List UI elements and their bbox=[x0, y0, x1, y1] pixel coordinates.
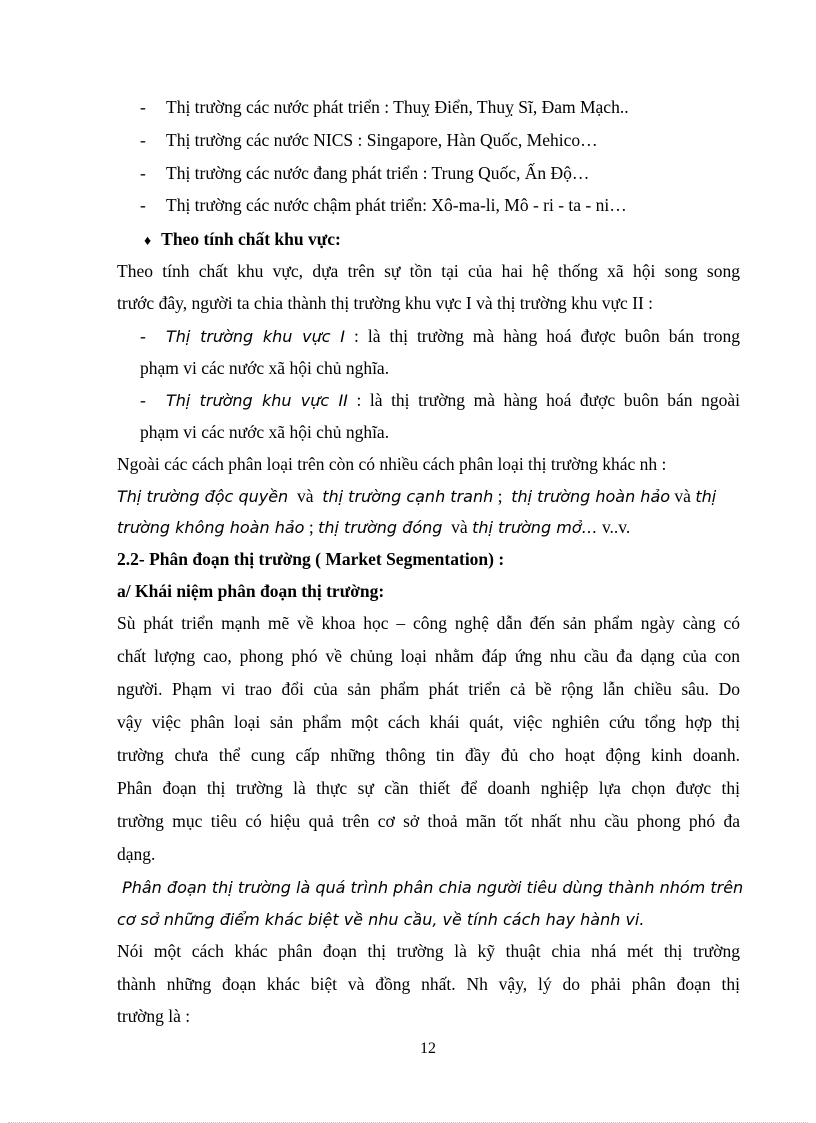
term-region1: Thị trường khu vực I bbox=[166, 327, 345, 346]
paragraph-line: Theo tính chất khu vực, dựa trên sự tồn tại của hai hệ thống xã hội song song bbox=[117, 261, 740, 281]
connector: v..v. bbox=[597, 517, 631, 537]
paragraph-line-mixed bbox=[117, 516, 630, 539]
connector: ; bbox=[304, 517, 319, 537]
bullet-item-region1 bbox=[166, 325, 740, 348]
term: trường không hoàn hảo bbox=[117, 518, 305, 537]
bullet-dash: - bbox=[140, 390, 146, 410]
paragraph-line: dạng. bbox=[117, 844, 156, 864]
connector: ; bbox=[493, 486, 512, 506]
term: thị trường cạnh tranh bbox=[322, 487, 494, 506]
section-heading-2-2: 2.2- Phân đoạn thị trường ( Market Segmentation) : bbox=[117, 549, 505, 569]
heading-text: Theo tính chất khu vực: bbox=[161, 229, 341, 249]
bullet-item-region2 bbox=[166, 389, 740, 412]
definition-line: Phân đoạn thị trường là quá trình phân chia người tiêu dùng thành nhóm trên bbox=[117, 878, 744, 897]
paragraph-line: trường mục tiêu có hiệu quả trên cơ sở thoả mãn tốt nhất nhu cầu phong phó đa bbox=[117, 811, 740, 831]
paragraph-line: Phân đoạn thị trường là thực sự cần thiết để doanh nghiệp lựa chọn được thị bbox=[117, 778, 740, 798]
term: thị trường hoàn hảo bbox=[511, 487, 671, 506]
paragraph-line: chất lượng cao, phong phó về chủng loại nhằm đáp ứng nhu cầu đa dạng của con bbox=[117, 646, 740, 666]
term: thị trường mở… bbox=[472, 518, 598, 537]
region2-text: : là thị trường mà hàng hoá được buôn bán ngoài bbox=[347, 390, 740, 410]
paragraph-line: Nói một cách khác phân đoạn thị trường là kỹ thuật chia nhá mét thị trường bbox=[117, 941, 740, 961]
bullet-dash: - bbox=[140, 326, 146, 346]
bullet-dash: - bbox=[140, 195, 146, 215]
bullet-dash: - bbox=[140, 97, 146, 117]
connector: và bbox=[670, 486, 696, 506]
region1-text: : là thị trường mà hàng hoá được buôn bán trong bbox=[344, 326, 741, 346]
definition-line: cơ sở những điểm khác biệt về nhu cầu, về tính cách hay hành vi. bbox=[117, 910, 645, 929]
term: thị bbox=[695, 487, 717, 506]
bullet-dash: - bbox=[140, 130, 146, 150]
connector: và bbox=[288, 486, 323, 506]
term: thị trường đóng bbox=[318, 518, 443, 537]
paragraph-line: Sù phát triển mạnh mẽ về khoa học – công nghệ dẫn đến sản phẩm ngày càng có bbox=[117, 613, 740, 633]
bullet-item: Thị trường các nước đang phát triển : Trung Quốc, Ấn Độ… bbox=[166, 163, 590, 183]
page-number: 12 bbox=[420, 1040, 436, 1057]
bullet-item: Thị trường các nước NICS : Singapore, Hàn Quốc, Mehico… bbox=[166, 130, 598, 150]
bullet-item: Thị trường các nước phát triển : Thuỵ Điển, Thuỵ Sĩ, Đam Mạch.. bbox=[166, 97, 629, 117]
section-heading-region bbox=[144, 228, 341, 253]
paragraph-line: người. Phạm vi trao đổi của sản phẩm phát triển cả bề rộng lẫn chiều sâu. Do bbox=[117, 679, 740, 699]
bullet-dash: - bbox=[140, 163, 146, 183]
paragraph-line: trường chưa thể cung cấp những thông tin đầy đủ cho hoạt động kinh doanh. bbox=[117, 745, 740, 765]
paragraph-line: trường là : bbox=[117, 1006, 191, 1026]
term-region2: Thị trường khu vực II bbox=[166, 391, 348, 410]
paragraph-line: vậy việc phân loại sản phẩm một cách khái quát, việc nghiên cứu tổng hợp thị bbox=[117, 712, 740, 732]
bullet-item: Thị trường các nước chậm phát triển: Xô-ma-li, Mô - ri - ta - ni… bbox=[166, 195, 627, 215]
paragraph-line: thành những đoạn khác biệt và đồng nhất. Nh vậy, lý do phải phân đoạn thị bbox=[117, 974, 740, 994]
diamond-bullet-icon: ♦ bbox=[144, 234, 152, 249]
bullet-continuation: phạm vi các nước xã hội chủ nghĩa. bbox=[140, 358, 390, 378]
paragraph-line: trước đây, người ta chia thành thị trường khu vực I và thị trường khu vực II : bbox=[117, 293, 654, 313]
subsection-heading-a: a/ Khái niệm phân đoạn thị trường: bbox=[117, 581, 385, 601]
connector: và bbox=[442, 517, 473, 537]
paragraph-line-mixed bbox=[117, 485, 716, 508]
paragraph-line: Ngoài các cách phân loại trên còn có nhiều cách phân loại thị trường khác nh : bbox=[117, 454, 667, 474]
term: Thị trường độc quyền bbox=[117, 487, 289, 506]
bullet-continuation: phạm vi các nước xã hội chủ nghĩa. bbox=[140, 422, 390, 442]
